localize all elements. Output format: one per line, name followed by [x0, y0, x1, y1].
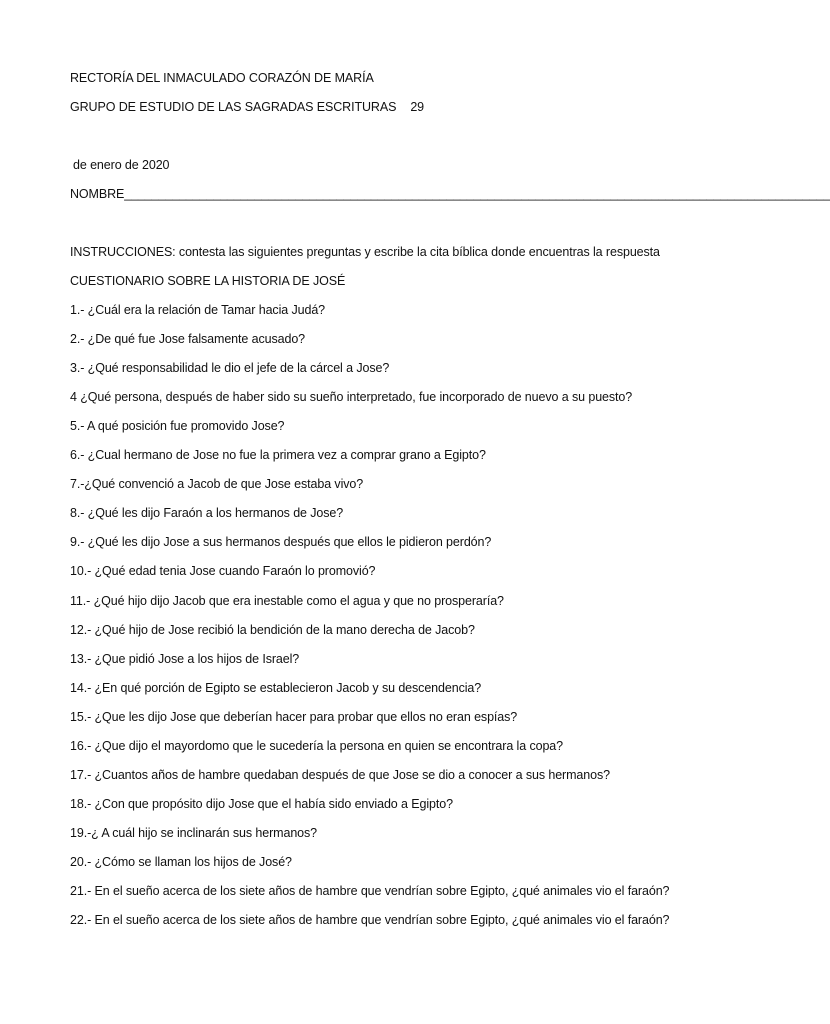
question-item: 20.- ¿Cómo se llaman los hijos de José?: [70, 855, 292, 869]
question-item: 22.- En el sueño acerca de los siete años de hambre que vendrían sobre Egipto, ¿qué animales vio el faraón?: [70, 913, 670, 927]
question-item: 18.- ¿Con que propósito dijo Jose que el había sido enviado a Egipto?: [70, 797, 453, 811]
group-heading: [70, 99, 424, 115]
questionnaire-title: CUESTIONARIO SOBRE LA HISTORIA DE JOSÉ: [70, 274, 346, 288]
question-item: 5.- A qué posición fue promovido Jose?: [70, 419, 285, 433]
question-item: 3.- ¿Qué responsabilidad le dio el jefe de la cárcel a Jose?: [70, 361, 390, 375]
question-item: 1.- ¿Cuál era la relación de Tamar hacia Judá?: [70, 303, 326, 317]
question-item: 16.- ¿Que dijo el mayordomo que le sucedería la persona en quien se encontrara la copa?: [70, 739, 563, 753]
question-item: 2.- ¿De qué fue Jose falsamente acusado?: [70, 332, 306, 346]
question-item: 7.-¿Qué convenció a Jacob de que Jose estaba vivo?: [70, 477, 364, 491]
question-item: 4 ¿Qué persona, después de haber sido su sueño interpretado, fue incorporado de nuevo a su puesto?: [70, 390, 633, 404]
question-item: 21.- En el sueño acerca de los siete años de hambre que vendrían sobre Egipto, ¿qué animales vio el faraón?: [70, 884, 670, 898]
name-blank-line[interactable]: _______________________________________________________________________________________________________: [124, 187, 830, 201]
question-item: 6.- ¿Cual hermano de Jose no fue la primera vez a comprar grano a Egipto?: [70, 448, 486, 462]
question-item: 19.-¿ A cuál hijo se inclinarán sus hermanos?: [70, 826, 318, 840]
name-field[interactable]: [70, 186, 830, 202]
question-item: 14.- ¿En qué porción de Egipto se establecieron Jacob y su descendencia?: [70, 681, 482, 695]
date-line: de enero de 2020: [73, 158, 170, 172]
question-item: 10.- ¿Qué edad tenia Jose cuando Faraón lo promovió?: [70, 564, 376, 578]
question-item: 8.- ¿Qué les dijo Faraón a los hermanos de Jose?: [70, 506, 344, 520]
group-title: GRUPO DE ESTUDIO DE LAS SAGRADAS ESCRITURAS: [70, 100, 397, 114]
question-item: 17.- ¿Cuantos años de hambre quedaban después de que Jose se dio a conocer a sus hermanos?: [70, 768, 610, 782]
date-day: 29: [410, 100, 425, 114]
instructions: INSTRUCCIONES: contesta las siguientes preguntas y escribe la cita bíblica donde encuentras la respuesta: [70, 245, 660, 259]
question-item: 9.- ¿Qué les dijo Jose a sus hermanos después que ellos le pidieron perdón?: [70, 535, 492, 549]
name-label: NOMBRE: [70, 187, 125, 201]
question-item: 11.- ¿Qué hijo dijo Jacob que era inestable como el agua y que no prosperaría?: [70, 594, 504, 608]
question-item: 13.- ¿Que pidió Jose a los hijos de Israel?: [70, 652, 300, 666]
question-item: 15.- ¿Que les dijo Jose que deberían hacer para probar que ellos no eran espías?: [70, 710, 518, 724]
question-item: 12.- ¿Qué hijo de Jose recibió la bendición de la mano derecha de Jacob?: [70, 623, 475, 637]
institution-heading: RECTORÍA DEL INMACULADO CORAZÓN DE MARÍA: [70, 71, 374, 85]
